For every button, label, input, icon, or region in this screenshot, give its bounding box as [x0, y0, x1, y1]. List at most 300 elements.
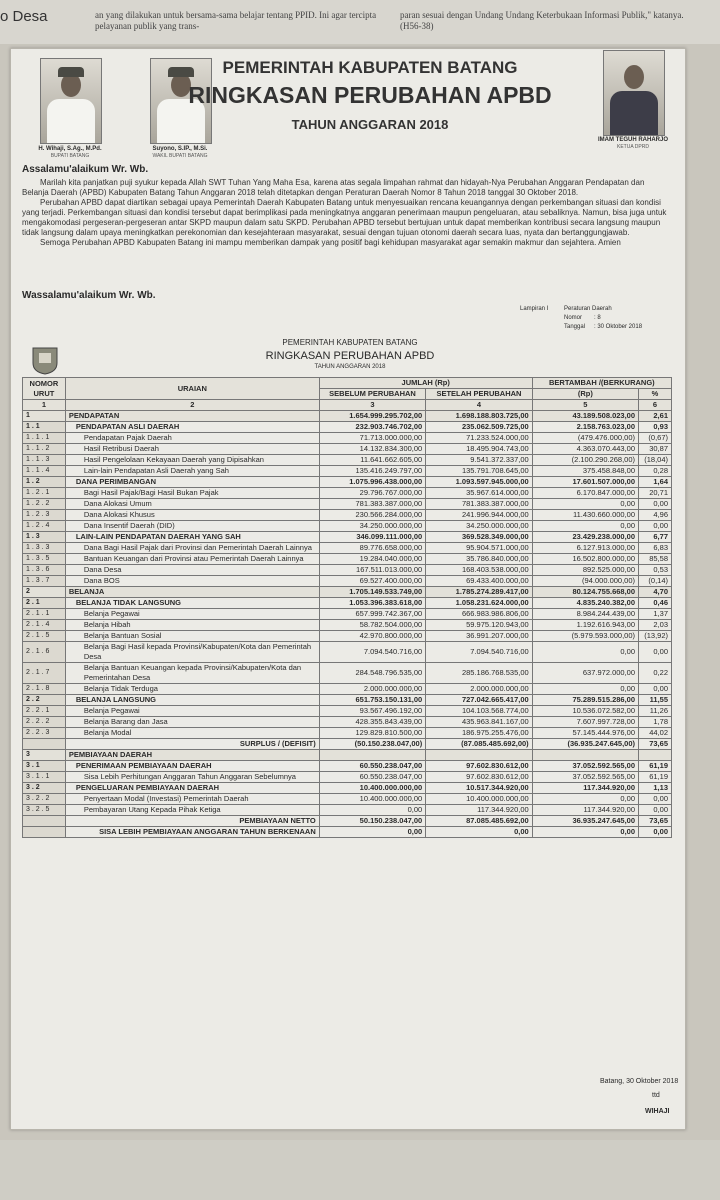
row-persen: 0,00 [639, 642, 672, 663]
row-sebelum: 11.641.662.605,00 [319, 455, 425, 466]
table-row [23, 631, 672, 642]
col-bertambah: BERTAMBAH /(BERKURANG) [532, 378, 671, 389]
table-row [23, 706, 672, 717]
row-persen: 0,00 [639, 684, 672, 695]
row-setelah: 135.791.708.645,00 [426, 466, 532, 477]
ttd: ttd [652, 1092, 660, 1099]
table-row [23, 554, 672, 565]
row-setelah: 666.983.986.806,00 [426, 609, 532, 620]
row-uraian: DANA PERIMBANGAN [65, 477, 319, 488]
row-sebelum: (50.150.238.047,00) [319, 739, 425, 750]
row-uraian: Bantuan Keuangan dari Provinsi atau Pemerintah Daerah Lainnya [65, 554, 319, 565]
header-line1: PEMERINTAH KABUPATEN BATANG [222, 58, 518, 77]
row-setelah: 117.344.920,00 [426, 805, 532, 816]
row-number: 1 . 1 . 2 [23, 444, 66, 455]
row-uraian: Belanja Hibah [65, 620, 319, 631]
row-number: 2 . 2 . 2 [23, 717, 66, 728]
row-setelah: 9.541.372.337,00 [426, 455, 532, 466]
row-setelah: 7.094.540.716,00 [426, 642, 532, 663]
row-sebelum: 1.053.396.383.618,00 [319, 598, 425, 609]
row-selisih: 43.189.508.023,00 [532, 411, 638, 422]
row-selisih: 37.052.592.565,00 [532, 761, 638, 772]
tanggal-value: : 30 Oktober 2018 [594, 324, 643, 330]
col-nomor: NOMOR URUT [23, 378, 66, 400]
table-row [23, 422, 672, 433]
row-persen: 30,87 [639, 444, 672, 455]
section-title: o Desa [0, 8, 48, 25]
table-row [23, 750, 672, 761]
row-setelah: 69.433.400.000,00 [426, 576, 532, 587]
table-row [23, 739, 672, 750]
row-uraian: PENGELUARAN PEMBIAYAAN DAERAH [65, 783, 319, 794]
table-row [23, 717, 672, 728]
row-setelah: 1.785.274.289.417,00 [426, 587, 532, 598]
row-selisih: 7.607.997.728,00 [532, 717, 638, 728]
row-sebelum: 284.548.796.535,00 [319, 663, 425, 684]
row-sebelum: 34.250.000.000,00 [319, 521, 425, 532]
row-number: 1 . 1 [23, 422, 66, 433]
row-uraian: PENDAPATAN [65, 411, 319, 422]
official-name-3: IMAM TEGUH RAHARJO [598, 137, 668, 143]
row-uraian: Dana Insentif Daerah (DID) [65, 521, 319, 532]
row-setelah: 71.233.524.000,00 [426, 433, 532, 444]
row-persen: 1,13 [639, 783, 672, 794]
row-number: 3 . 2 [23, 783, 66, 794]
row-selisih: 23.429.238.000,00 [532, 532, 638, 543]
row-number: 1 . 3 . 7 [23, 576, 66, 587]
row-uraian: Belanja Barang dan Jasa [65, 717, 319, 728]
row-uraian: Hasil Pengelolaan Kekayaan Daerah yang Dipisahkan [65, 455, 319, 466]
official-name-2: Suyono, S.IP., M.Si. [152, 146, 208, 152]
row-sebelum [319, 750, 425, 761]
signer-name: WIHAJI [645, 1108, 670, 1115]
row-number [23, 827, 66, 838]
row-number: 1 . 2 . 1 [23, 488, 66, 499]
table-row [23, 772, 672, 783]
row-persen: 1,64 [639, 477, 672, 488]
row-selisih: 637.972.000,00 [532, 663, 638, 684]
row-sebelum: 60.550.238.047,00 [319, 761, 425, 772]
table-row [23, 695, 672, 706]
intro-paragraph-1: Marilah kita panjatkan puji syukur kepada Allah SWT Tuhan Yang Maha Esa, karena atas segala limpahan rahmat dan hidayah-Nya Perubahan Anggaran Pendapatan dan Belanja Daerah (APBD) Kabupaten Batang Tahun Anggaran 2018 telah ditetapkan dengan Peraturan Daerah Nomor 8 Tahun 2018 tanggal 30 Oktober 2018. [22, 178, 645, 197]
row-setelah: 186.975.255.476,00 [426, 728, 532, 739]
row-uraian: Bagi Hasil Pajak/Bagi Hasil Bukan Pajak [65, 488, 319, 499]
row-sebelum: 10.400.000.000,00 [319, 794, 425, 805]
row-uraian: PEMBIAYAAN NETTO [65, 816, 319, 827]
row-selisih: (94.000.000,00) [532, 576, 638, 587]
row-sebelum: 89.776.658.000,00 [319, 543, 425, 554]
row-sebelum: 19.284.040.000,00 [319, 554, 425, 565]
row-selisih: (2.100.290.268,00) [532, 455, 638, 466]
intro-text [22, 178, 672, 248]
table-body [23, 411, 672, 838]
row-persen: 0,28 [639, 466, 672, 477]
row-persen: 61,19 [639, 761, 672, 772]
col-num-4: 4 [426, 400, 532, 411]
table-row [23, 477, 672, 488]
row-number: 3 . 1 [23, 761, 66, 772]
row-uraian: Lain-lain Pendapatan Asli Daerah yang Sah [65, 466, 319, 477]
row-uraian: Sisa Lebih Perhitungan Anggaran Tahun Anggaran Sebelumnya [65, 772, 319, 783]
row-selisih: 0,00 [532, 684, 638, 695]
row-sebelum: 0,00 [319, 827, 425, 838]
table-header-line1: PEMERINTAH KABUPATEN BATANG [282, 338, 418, 347]
lampiran-block [520, 305, 642, 332]
table-row [23, 642, 672, 663]
row-selisih: 0,00 [532, 521, 638, 532]
table-row [23, 761, 672, 772]
row-number: 1 . 2 . 3 [23, 510, 66, 521]
row-setelah: 0,00 [426, 827, 532, 838]
row-sebelum: 167.511.013.000,00 [319, 565, 425, 576]
row-setelah: 34.250.000.000,00 [426, 521, 532, 532]
row-setelah: 2.000.000.000,00 [426, 684, 532, 695]
row-sebelum: 58.782.504.000,00 [319, 620, 425, 631]
row-number: 1 . 3 [23, 532, 66, 543]
row-sebelum: 135.416.249.797,00 [319, 466, 425, 477]
row-setelah: 59.975.120.943,00 [426, 620, 532, 631]
table-row [23, 411, 672, 422]
row-uraian: PEMBIAYAAN DAERAH [65, 750, 319, 761]
table-row [23, 783, 672, 794]
row-number: 1 . 2 . 4 [23, 521, 66, 532]
intro-paragraph-3: Semoga Perubahan APBD Kabupaten Batang ini mampu memberikan dampak yang positif bagi kehidupan masyarakat agar semakin makmur dan sejahtera. Amien [40, 238, 621, 247]
row-persen: (13,92) [639, 631, 672, 642]
table-row [23, 609, 672, 620]
col-sebelum: SEBELUM PERUBAHAN [319, 389, 425, 400]
newspaper-top-strip [0, 0, 720, 44]
lampiran-label: Lampiran I [520, 306, 549, 312]
col-num-3: 3 [319, 400, 425, 411]
row-persen [639, 750, 672, 761]
nomor-label: Nomor [564, 315, 583, 321]
row-sebelum: 230.566.284.000,00 [319, 510, 425, 521]
row-uraian: Dana Alokasi Khusus [65, 510, 319, 521]
table-row [23, 598, 672, 609]
row-setelah: 10.400.000.000,00 [426, 794, 532, 805]
col-num-5: 5 [532, 400, 638, 411]
row-setelah: 241.996.944.000,00 [426, 510, 532, 521]
col-num-6: 6 [639, 400, 672, 411]
row-setelah: 104.103.568.774,00 [426, 706, 532, 717]
row-uraian: PENDAPATAN ASLI DAERAH [65, 422, 319, 433]
row-number: 1 . 2 . 2 [23, 499, 66, 510]
article-text-left: an yang dilakukan untuk bersama-sama belajar tentang PPID. Ini agar tercipta pelayanan publik yang trans- [95, 10, 377, 31]
row-number: 2 . 1 . 5 [23, 631, 66, 642]
row-selisih: 11.430.660.000,00 [532, 510, 638, 521]
row-persen: 0,00 [639, 794, 672, 805]
row-setelah: 97.602.830.612,00 [426, 761, 532, 772]
col-num-2: 2 [65, 400, 319, 411]
row-sebelum: 2.000.000.000,00 [319, 684, 425, 695]
row-number: 2 . 2 [23, 695, 66, 706]
row-number: 3 . 2 . 2 [23, 794, 66, 805]
table-row [23, 521, 672, 532]
lampiran-perda: Peraturan Daerah [564, 306, 612, 312]
row-setelah: 1.093.597.945.000,00 [426, 477, 532, 488]
article-text-right: paran sesuai dengan Undang Undang Keterbukaan Informasi Publik," katanya. (H56-38) [400, 10, 684, 31]
row-number: 2 . 1 . 4 [23, 620, 66, 631]
row-persen: 73,65 [639, 816, 672, 827]
row-setelah: 36.991.207.000,00 [426, 631, 532, 642]
background-surface [0, 1140, 720, 1200]
nomor-value: : 8 [594, 315, 601, 321]
row-setelah: 35.786.840.000,00 [426, 554, 532, 565]
row-selisih: 75.289.515.286,00 [532, 695, 638, 706]
table-row [23, 684, 672, 695]
table-row [23, 587, 672, 598]
row-number [23, 739, 66, 750]
header-line2: RINGKASAN PERUBAHAN APBD [188, 82, 552, 108]
row-selisih: 4.363.070.443,00 [532, 444, 638, 455]
row-number: 1 . 1 . 1 [23, 433, 66, 444]
row-sebelum: 50.150.238.047,00 [319, 816, 425, 827]
col-num-1: 1 [23, 400, 66, 411]
row-persen: 0,00 [639, 521, 672, 532]
table-row [23, 794, 672, 805]
row-selisih: 16.502.800.000,00 [532, 554, 638, 565]
row-persen: 44,02 [639, 728, 672, 739]
row-selisih: 6.127.913.000,00 [532, 543, 638, 554]
intro-paragraph-2: Perubahan APBD dapat diartikan sebagai upaya Pemerintah Daerah Kabupaten Batang untuk menyesuaikan rencana keuangannya dengan perkembangan situasi dan kondisi yang terjadi. Perkembangan situasi dan kondisi tersebut dapat berimplikasi pada meningkatnya anggaran penerimaan maupun pengeluaran, atau sebaliknya. Namun, bisa juga untuk mengakomodasi pergeseran-pergeseran antar SKPD maupun dalam satu SKPD. Perubahan APBD tersebut bertujuan untuk dapat memberikan kontribusi secara langsung maupun tidak langsung dalam upaya meningkatkan perekonomian dan kesejahteraan masyarakat, sesuai dengan tujuan otonomi daerah secara luas, nyata dan bertanggungjawab. [22, 198, 667, 237]
row-sebelum: 781.383.387.000,00 [319, 499, 425, 510]
row-persen: 4,70 [639, 587, 672, 598]
row-persen: 4,96 [639, 510, 672, 521]
row-sebelum: 657.999.742.367,00 [319, 609, 425, 620]
row-selisih: 2.158.763.023,00 [532, 422, 638, 433]
row-setelah: 285.186.768.535,00 [426, 663, 532, 684]
row-persen: 0,53 [639, 565, 672, 576]
table-row [23, 728, 672, 739]
row-persen: 1,37 [639, 609, 672, 620]
header-line3: TAHUN ANGGARAN 2018 [291, 117, 449, 132]
row-uraian: Belanja Bantuan Keuangan kepada Provinsi/Kabupaten/Kota dan Pemerintahan Desa [65, 663, 319, 684]
place-date: Batang, 30 Oktober 2018 [600, 1078, 679, 1085]
row-persen: 73,65 [639, 739, 672, 750]
table-row [23, 816, 672, 827]
row-uraian: Dana BOS [65, 576, 319, 587]
row-uraian: Belanja Pegawai [65, 706, 319, 717]
row-number: 2 . 1 [23, 598, 66, 609]
row-uraian: Pendapatan Pajak Daerah [65, 433, 319, 444]
row-number: 2 . 1 . 6 [23, 642, 66, 663]
row-sebelum: 10.400.000.000,00 [319, 783, 425, 794]
row-uraian: Dana Bagi Hasil Pajak dari Provinsi dan Pemerintah Daerah Lainnya [65, 543, 319, 554]
row-uraian: BELANJA [65, 587, 319, 598]
row-selisih: 0,00 [532, 794, 638, 805]
row-uraian: Belanja Bagi Hasil kepada Provinsi/Kabupaten/Kota dan Pemerintah Desa [65, 642, 319, 663]
row-selisih: 1.192.616.943,00 [532, 620, 638, 631]
greeting: Assalamu'alaikum Wr. Wb. [22, 164, 149, 175]
row-number: 1 [23, 411, 66, 422]
row-uraian: LAIN-LAIN PENDAPATAN DAERAH YANG SAH [65, 532, 319, 543]
row-setelah: 35.967.614.000,00 [426, 488, 532, 499]
row-persen: 20,71 [639, 488, 672, 499]
row-sebelum: 69.527.400.000,00 [319, 576, 425, 587]
row-selisih: 0,00 [532, 499, 638, 510]
row-selisih: 10.536.072.582,00 [532, 706, 638, 717]
row-setelah: 87.085.485.692,00 [426, 816, 532, 827]
row-persen: 6,83 [639, 543, 672, 554]
table-row [23, 620, 672, 631]
official-title-1: BUPATI BATANG [50, 153, 90, 159]
row-number: 1 . 3 . 3 [23, 543, 66, 554]
row-uraian: Belanja Tidak Terduga [65, 684, 319, 695]
row-sebelum: 71.713.000.000,00 [319, 433, 425, 444]
row-uraian: BELANJA LANGSUNG [65, 695, 319, 706]
closing: Wassalamu'alaikum Wr. Wb. [22, 290, 156, 301]
row-uraian: SISA LEBIH PEMBIAYAAN ANGGARAN TAHUN BERKENAAN [65, 827, 319, 838]
row-sebelum: 42.970.800.000,00 [319, 631, 425, 642]
row-selisih: 117.344.920,00 [532, 783, 638, 794]
row-setelah: (87.085.485.692,00) [426, 739, 532, 750]
row-number: 3 . 2 . 5 [23, 805, 66, 816]
row-selisih: 4.835.240.382,00 [532, 598, 638, 609]
row-selisih: 36.935.247.645,00 [532, 816, 638, 827]
row-selisih: 57.145.444.976,00 [532, 728, 638, 739]
row-selisih: 0,00 [532, 642, 638, 663]
official-name-1: H. Wihaji, S.Ag., M.Pd. [38, 146, 102, 152]
table-row [23, 532, 672, 543]
row-setelah: 18.495.904.743,00 [426, 444, 532, 455]
row-persen: 11,55 [639, 695, 672, 706]
row-setelah [426, 750, 532, 761]
table-row [23, 543, 672, 554]
row-persen: 0,00 [639, 499, 672, 510]
row-selisih: 17.601.507.000,00 [532, 477, 638, 488]
table-row [23, 444, 672, 455]
row-uraian: BELANJA TIDAK LANGSUNG [65, 598, 319, 609]
row-setelah: 95.904.571.000,00 [426, 543, 532, 554]
row-persen: 0,93 [639, 422, 672, 433]
col-setelah: SETELAH PERUBAHAN [426, 389, 532, 400]
row-uraian: Dana Desa [65, 565, 319, 576]
table-row [23, 565, 672, 576]
row-selisih: 117.344.920,00 [532, 805, 638, 816]
table-row [23, 466, 672, 477]
table-header-line2: RINGKASAN PERUBAHAN APBD [265, 350, 435, 362]
table-row [23, 827, 672, 838]
row-setelah: 781.383.387.000,00 [426, 499, 532, 510]
col-jumlah: JUMLAH (Rp) [319, 378, 532, 389]
row-number: 1 . 2 [23, 477, 66, 488]
row-setelah: 10.517.344.920,00 [426, 783, 532, 794]
row-number: 2 . 1 . 8 [23, 684, 66, 695]
row-number: 2 . 1 . 1 [23, 609, 66, 620]
row-selisih: 0,00 [532, 827, 638, 838]
row-uraian: Belanja Bantuan Sosial [65, 631, 319, 642]
table-row [23, 576, 672, 587]
table-row [23, 805, 672, 816]
tanggal-label: Tanggal [564, 324, 586, 330]
row-persen: (18,04) [639, 455, 672, 466]
row-setelah: 1.058.231.624.000,00 [426, 598, 532, 609]
row-sebelum: 0,00 [319, 805, 425, 816]
official-photo-ketua-dprd [603, 50, 665, 136]
row-number: 2 [23, 587, 66, 598]
table-row [23, 510, 672, 521]
row-persen: 2,03 [639, 620, 672, 631]
col-rp: (Rp) [532, 389, 638, 400]
row-number: 2 . 2 . 1 [23, 706, 66, 717]
col-uraian: URAIAN [65, 378, 319, 400]
row-sebelum: 1.075.996.438.000,00 [319, 477, 425, 488]
row-selisih [532, 750, 638, 761]
row-setelah: 727.042.665.417,00 [426, 695, 532, 706]
row-persen: (0,14) [639, 576, 672, 587]
official-photo-bupati [40, 58, 102, 144]
row-persen: 85,58 [639, 554, 672, 565]
row-sebelum: 7.094.540.716,00 [319, 642, 425, 663]
row-setelah: 97.602.830.612,00 [426, 772, 532, 783]
row-sebelum: 93.567.496.192,00 [319, 706, 425, 717]
col-pct: % [639, 389, 672, 400]
row-sebelum: 232.903.746.702,00 [319, 422, 425, 433]
row-number: 1 . 3 . 5 [23, 554, 66, 565]
row-uraian: Belanja Pegawai [65, 609, 319, 620]
row-setelah: 235.062.509.725,00 [426, 422, 532, 433]
table-row [23, 499, 672, 510]
row-persen: 0,46 [639, 598, 672, 609]
row-sebelum: 14.132.834.300,00 [319, 444, 425, 455]
row-setelah: 435.963.841.167,00 [426, 717, 532, 728]
row-persen: 11,26 [639, 706, 672, 717]
row-uraian: Belanja Modal [65, 728, 319, 739]
row-persen: 0,22 [639, 663, 672, 684]
batang-emblem-icon [30, 345, 60, 375]
row-sebelum: 129.829.810.500,00 [319, 728, 425, 739]
row-sebelum: 29.796.767.000,00 [319, 488, 425, 499]
row-selisih: 892.525.000,00 [532, 565, 638, 576]
row-uraian: Dana Alokasi Umum [65, 499, 319, 510]
row-setelah: 369.528.349.000,00 [426, 532, 532, 543]
row-persen: (0,67) [639, 433, 672, 444]
row-number: 2 . 2 . 3 [23, 728, 66, 739]
official-title-2: WAKIL BUPATI BATANG [152, 153, 208, 159]
row-sebelum: 346.099.111.000,00 [319, 532, 425, 543]
row-selisih: 375.458.848,00 [532, 466, 638, 477]
row-number: 3 . 1 . 1 [23, 772, 66, 783]
row-setelah: 168.403.538.000,00 [426, 565, 532, 576]
row-uraian: Penyertaan Modal (Investasi) Pemerintah Daerah [65, 794, 319, 805]
row-persen: 6,77 [639, 532, 672, 543]
row-persen: 0,00 [639, 805, 672, 816]
apbd-summary-table [22, 377, 672, 838]
row-sebelum: 428.355.843.439,00 [319, 717, 425, 728]
row-selisih: 6.170.847.000,00 [532, 488, 638, 499]
table-row [23, 455, 672, 466]
table-row [23, 663, 672, 684]
row-selisih: 8.984.244.439,00 [532, 609, 638, 620]
row-selisih: 80.124.755.668,00 [532, 587, 638, 598]
row-number [23, 816, 66, 827]
table-row [23, 488, 672, 499]
table-row [23, 433, 672, 444]
row-uraian: PENERIMAAN PEMBIAYAAN DAERAH [65, 761, 319, 772]
row-number: 1 . 1 . 4 [23, 466, 66, 477]
row-persen: 2,61 [639, 411, 672, 422]
row-uraian: SURPLUS / (DEFISIT) [65, 739, 319, 750]
row-selisih: (479.476.000,00) [532, 433, 638, 444]
row-number: 1 . 1 . 3 [23, 455, 66, 466]
row-selisih: (5.979.593.000,00) [532, 631, 638, 642]
official-title-3: KETUA DPRD [617, 144, 649, 150]
row-number: 1 . 3 . 6 [23, 565, 66, 576]
row-selisih: 37.052.592.565,00 [532, 772, 638, 783]
row-persen: 61,19 [639, 772, 672, 783]
row-number: 2 . 1 . 7 [23, 663, 66, 684]
row-uraian: Hasil Retribusi Daerah [65, 444, 319, 455]
